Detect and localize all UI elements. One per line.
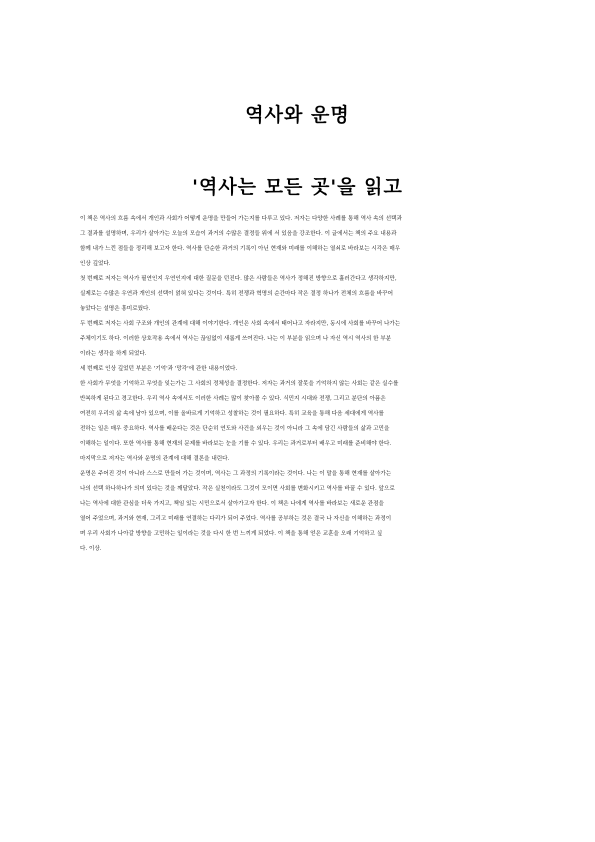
text-line: 놓았다는 설명은 흥미로웠다. [80, 306, 151, 312]
paragraph [80, 467, 516, 557]
text-line: 반복하게 된다고 경고한다. 우리 역사 속에서도 이러한 사례는 많이 찾아볼 수 있다. 식민지 시대와 전쟁, 그리고 분단의 아픔은 [80, 396, 386, 402]
text-line: 이해하는 일이다. 또한 역사를 통해 현재의 문제를 바라보는 눈을 기를 수 있다. 우리는 과거로부터 배우고 미래를 준비해야 한다. [80, 441, 392, 447]
text-line: 나의 선택 하나하나가 의미 있다는 것을 깨달았다. 작은 실천이라도 그것이 모이면 사회를 변화시키고 역사를 바꿀 수 있다. 앞으로 [80, 486, 395, 492]
text-line: 이 책은 역사의 흐름 속에서 개인과 사회가 어떻게 운명을 만들어 가는지를 다루고 있다. 저자는 다양한 사례를 통해 역사 속의 선택과 [80, 216, 402, 222]
paragraph [80, 452, 516, 467]
document-subtitle: '역사는 모든 곳'을 읽고 [192, 176, 403, 198]
paragraph [80, 377, 516, 452]
text-line: 며 우리 사회가 나아갈 방향을 고민하는 일이라는 것을 다시 한 번 느끼게 되었다. 이 책을 통해 얻은 교훈을 오래 기억하고 싶 [80, 531, 383, 537]
text-line: 전하는 일은 매우 중요하다. 역사를 배운다는 것은 단순히 연도와 사건을 외우는 것이 아니라 그 속에 담긴 사람들의 삶과 고민을 [80, 426, 390, 432]
paragraph [80, 272, 516, 317]
text-line: 다. 이상. [80, 546, 102, 552]
text-line: 여전히 우리의 삶 속에 남아 있으며, 이를 올바르게 기억하고 성찰하는 것이 필요하다. 특히 교육을 통해 다음 세대에게 역사를 [80, 411, 384, 417]
text-line: 마지막으로 저자는 역사와 운명의 관계에 대해 결론을 내린다. [80, 456, 230, 462]
text-line: 이라는 생각을 하게 되었다. [80, 351, 147, 357]
text-line: 열어 주었으며, 과거와 현재, 그리고 미래를 연결하는 다리가 되어 주었다. 역사를 공부하는 것은 결국 나 자신을 이해하는 과정이 [80, 516, 392, 522]
text-line: 첫 번째로 저자는 역사가 필연인지 우연인지에 대한 질문을 던진다. 많은 사람들은 역사가 정해진 방향으로 흘러간다고 생각하지만, [80, 276, 397, 282]
text-line: 운명은 주어진 것이 아니라 스스로 만들어 가는 것이며, 역사는 그 과정의 기록이라는 것이다. 나는 이 말을 통해 현재를 살아가는 [80, 471, 392, 477]
text-line: 세 번째로 인상 깊었던 부분은 '기억'과 '망각'에 관한 내용이었다. [80, 366, 238, 372]
text-line: 실제로는 수많은 우연과 개인의 선택이 얽혀 있다는 것이다. 특히 전쟁과 혁명의 순간마다 작은 결정 하나가 전체의 흐름을 바꾸어 [80, 291, 393, 297]
text-line: 두 번째로 저자는 사회 구조와 개인의 관계에 대해 이야기한다. 개인은 사회 속에서 태어나고 자라지만, 동시에 사회를 바꾸어 나가는 [80, 321, 401, 327]
paragraph [80, 212, 516, 272]
text-line: 그 결과를 설명하며, 우리가 살아가는 오늘의 모습이 과거의 수많은 결정들 위에 서 있음을 강조한다. 이 글에서는 책의 주요 내용과 [80, 231, 397, 237]
text-line: 인상 깊었다. [80, 261, 111, 267]
text-line: 주체이기도 하다. 이러한 상호작용 속에서 역사는 끊임없이 새롭게 쓰여진다. 나는 이 부분을 읽으며 나 자신 역시 역사의 한 부분 [80, 336, 392, 342]
text-line: 함께 내가 느낀 점들을 정리해 보고자 한다. 역사를 단순한 과거의 기록이 아닌 현재와 미래를 이해하는 열쇠로 바라보는 시각은 매우 [80, 246, 401, 252]
text-line: 나는 역사에 대한 관심을 더욱 가지고, 책임 있는 시민으로서 살아가고자 한다. 이 책은 나에게 역사를 바라보는 새로운 관점을 [80, 501, 384, 507]
document-body [80, 212, 516, 557]
document-title: 역사와 운명 [245, 104, 350, 126]
text-line: 한 사회가 무엇을 기억하고 무엇을 잊는가는 그 사회의 정체성을 결정한다. 저자는 과거의 잘못을 기억하지 않는 사회는 같은 실수를 [80, 381, 399, 387]
paragraph [80, 317, 516, 362]
paragraph [80, 362, 516, 377]
